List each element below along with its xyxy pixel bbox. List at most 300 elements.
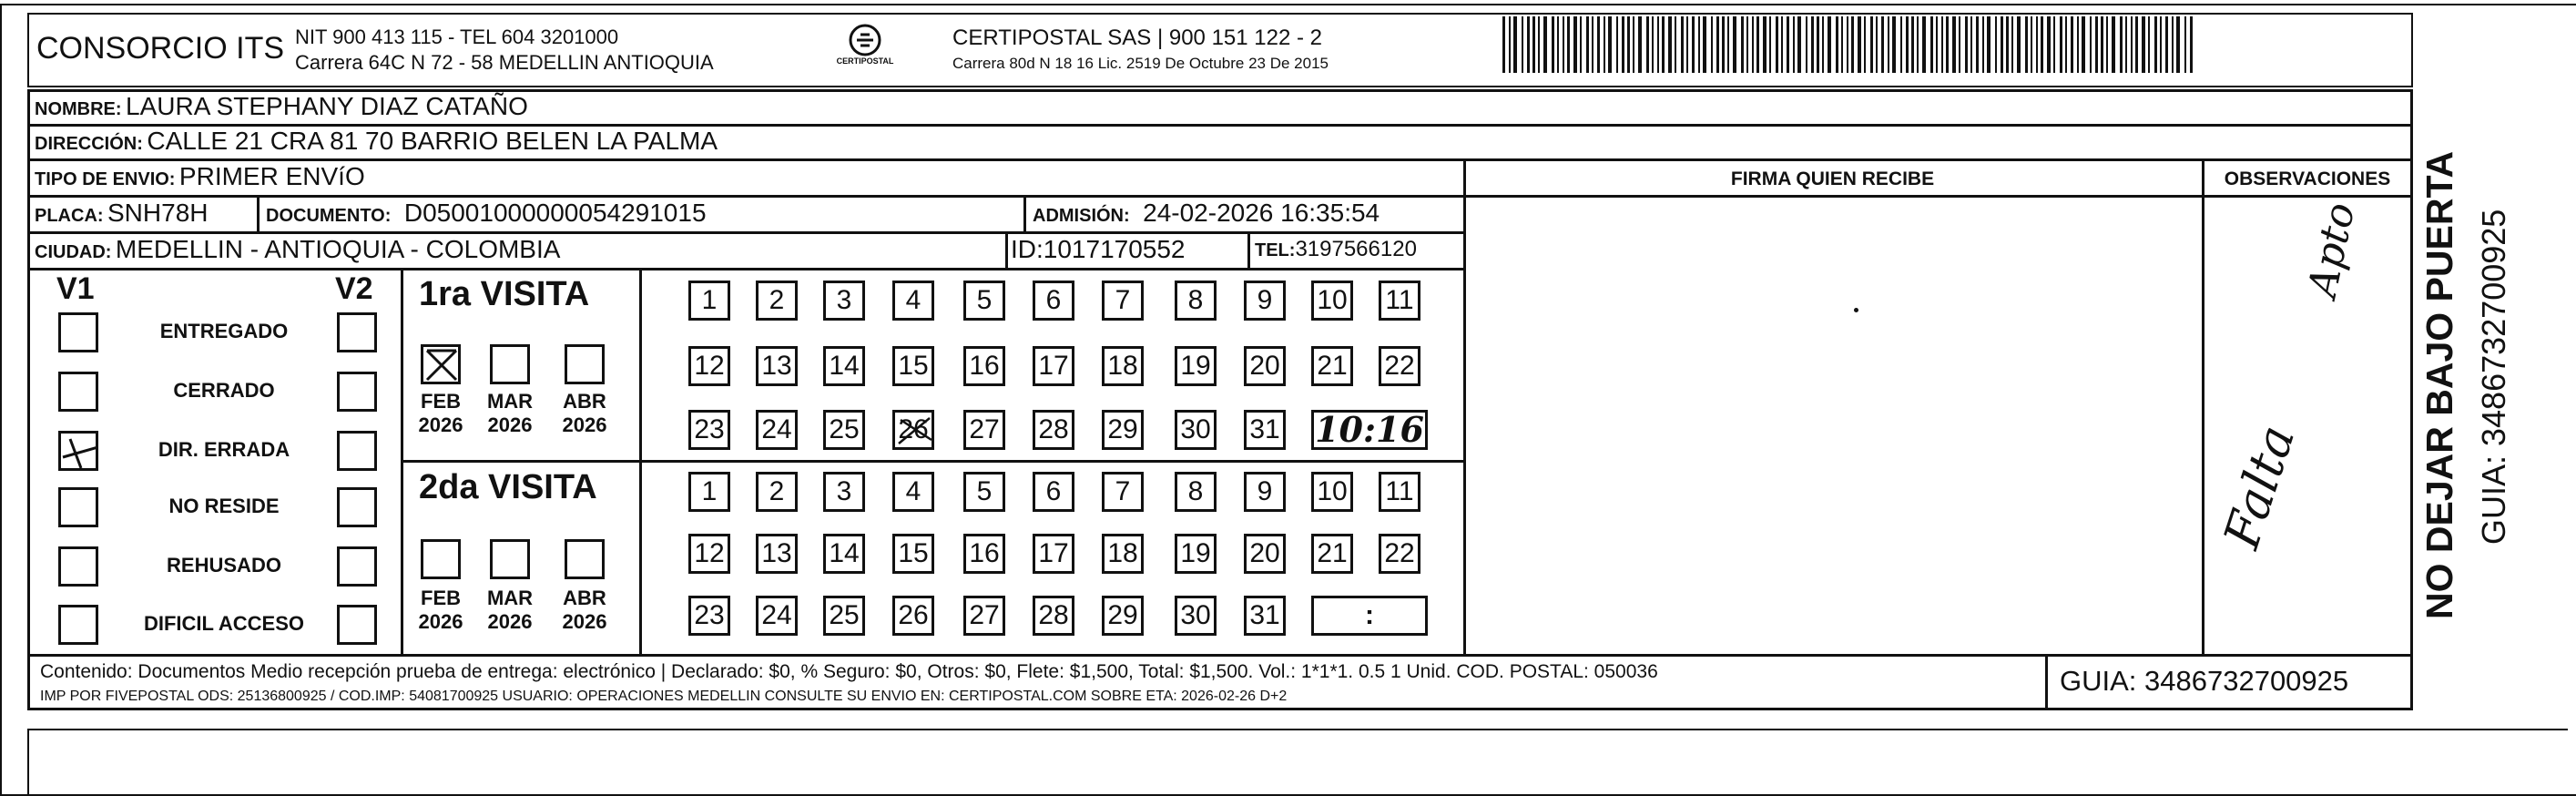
day-number: 8 [1187,285,1204,315]
day-number: 16 [969,538,1000,568]
barcode-bar [1668,16,1672,73]
barcode-bar [2031,16,2032,73]
company-nit: NIT 900 413 115 - TEL 604 3201000 [295,26,619,48]
day-box[interactable] [1102,346,1144,386]
day-box[interactable] [1244,410,1286,450]
day-number: 28 [1038,414,1069,444]
month-year: 2026 [418,610,463,633]
nombre-label: NOMBRE: [35,99,122,119]
v1-checkbox[interactable] [58,487,98,527]
barcode-bar [1692,16,1695,73]
status-label: DIFICIL ACCESO [143,612,304,635]
barcode-bar [2060,16,2062,73]
barcode-bar [1806,16,1807,73]
barcode-bar [2090,16,2092,73]
v1-checkbox[interactable] [58,431,98,471]
barcode-bar [1952,16,1956,73]
id-value: 1017170552 [1043,235,1186,263]
day-number: 13 [761,351,792,381]
tipo-row [35,158,365,199]
barcode-bar [1622,16,1624,73]
day-box[interactable] [1033,472,1074,512]
barcode-bar [1662,16,1665,73]
day-box[interactable] [1311,534,1353,574]
day-box[interactable] [823,596,865,636]
barcode-bar [1698,16,1700,73]
day-number: 20 [1249,538,1280,568]
day-number: 26 [898,600,929,630]
month-label [557,390,612,437]
month-label [483,587,537,634]
day-box[interactable] [1311,346,1353,386]
month-name: MAR [486,587,534,609]
barcode-bar [1900,16,1902,73]
day-number: 5 [976,285,993,315]
day-box[interactable] [1244,281,1286,321]
v1-checkbox[interactable] [58,312,98,352]
tipo-value: PRIMER ENVíO [178,162,365,190]
day-box[interactable] [756,534,798,574]
placa-value: SNH78H [107,199,209,227]
day-box[interactable] [1379,534,1420,574]
barcode-bar [1976,16,1979,73]
admision-value: 24-02-2026 16:35:54 [1143,199,1380,227]
day-number: 3 [836,476,852,506]
barcode-bar [1509,16,1511,73]
day-box[interactable] [1033,281,1074,321]
day-box[interactable] [1379,281,1420,321]
documento-row [266,195,707,236]
day-number: 30 [1180,600,1211,630]
month-name: ABR [563,390,606,413]
day-box[interactable] [1175,596,1217,636]
day-box[interactable] [1175,534,1217,574]
day-number: 11 [1385,285,1414,315]
month-label [413,587,468,634]
month-label [557,587,612,634]
barcode-bar [1936,16,1938,73]
barcode-bar [2125,16,2127,73]
barcode-bar [2154,16,2157,73]
day-number: 22 [1384,351,1415,381]
day-number: 22 [1384,538,1415,568]
day-number: 4 [905,285,921,315]
day-box[interactable] [892,346,934,386]
day-number: 19 [1180,538,1211,568]
day-number: 27 [969,600,1000,630]
certipostal-logo [833,20,897,84]
day-box[interactable] [1244,346,1286,386]
day-number: 23 [694,414,725,444]
day-number: 31 [1249,600,1280,630]
barcode-bar [1828,16,1831,73]
v2-checkbox[interactable] [337,605,377,645]
barcode-bar [1502,16,1505,73]
day-number: 8 [1187,476,1204,506]
barcode-bar [1752,16,1754,73]
footer-print-info: IMP POR FIVEPOSTAL ODS: 25136800925 / COD.IMP: 54081700925 USUARIO: OPERACIONES MEDELLIN CONSULTE SU ENVIO EN: CERTIPOSTAL.COM SOBRE ETA: 2026-02-26 D+2 [40,689,1288,704]
barcode-bar [2082,16,2085,73]
month-name: MAR [486,390,534,413]
month-name: FEB [421,390,461,413]
barcode-bar [1703,16,1706,73]
barcode-bar [1733,16,1736,73]
day-box[interactable] [688,410,730,450]
month-name: FEB [421,587,461,609]
day-box[interactable] [1033,534,1074,574]
day-box[interactable] [963,596,1005,636]
day-number: 14 [829,538,860,568]
check-mark-icon [61,434,97,470]
day-box[interactable] [892,534,934,574]
id-label: ID: [1011,235,1044,263]
barcode-bar [1841,16,1843,73]
month-name: ABR [563,587,606,609]
admision-label: ADMISIÓN: [1033,206,1130,226]
day-box[interactable] [892,596,934,636]
barcode-bar [1513,16,1517,73]
barcode-bar [1995,16,1997,73]
day-number: 6 [1045,285,1062,315]
day-box[interactable] [1311,472,1353,512]
direccion-row [35,124,718,163]
day-box[interactable] [756,472,798,512]
day-number: 25 [829,600,860,630]
month-checkbox[interactable] [421,539,461,579]
day-box[interactable] [756,410,798,450]
day-box[interactable] [1033,346,1074,386]
day-box[interactable] [756,596,798,636]
day-number: 4 [905,476,921,506]
first-visit-title: 1ra VISITA [419,275,590,313]
side-guia: GUIA: 3486732700925 [2475,209,2512,545]
day-number: 1 [701,476,718,506]
day-box[interactable] [1033,410,1074,450]
day-box[interactable] [1033,596,1074,636]
barcode-bar [2148,16,2150,73]
barcode-bar [2172,16,2174,73]
day-box[interactable] [1102,410,1144,450]
day-number: 12 [694,538,725,568]
day-box[interactable] [823,281,865,321]
barcode-bar [1573,16,1577,73]
day-number: 24 [761,600,792,630]
day-box[interactable] [823,472,865,512]
status-label: DIR. ERRADA [158,438,290,461]
v1-checkbox[interactable] [58,546,98,587]
month-year: 2026 [418,413,463,436]
day-number: 27 [969,414,1000,444]
tel-label: TEL: [1255,240,1296,260]
day-box[interactable] [688,596,730,636]
day-box[interactable] [892,281,934,321]
second-visit-title: 2da VISITA [419,468,597,506]
v2-checkbox[interactable] [337,546,377,587]
barcode-bar [1580,16,1582,73]
check-mark-icon [423,347,460,383]
day-number: 20 [1249,351,1280,381]
v2-checkbox[interactable] [337,431,377,471]
nombre-row [35,89,528,128]
id-row [1011,231,1186,272]
barcode-bar [1681,16,1684,73]
day-number: 17 [1038,351,1069,381]
v1-label: V1 [56,271,95,306]
day-box[interactable] [963,534,1005,574]
day-number: 9 [1257,285,1273,315]
bottom-strip [27,729,2568,794]
barcode-bar [1627,16,1630,73]
day-box[interactable] [892,410,934,450]
day-number: 18 [1107,538,1138,568]
barcode-bar [1652,16,1654,73]
day-box[interactable] [1102,281,1144,321]
day-box[interactable] [1244,472,1286,512]
barcode-bar [1781,16,1783,73]
col-line-placa [257,195,260,231]
barcode-bar [1959,16,1960,73]
company-name: CONSORCIO ITS [36,31,285,66]
day-box[interactable] [756,346,798,386]
day-number: 2 [769,476,785,506]
placa-row [35,195,208,236]
barcode-bar [1597,16,1600,73]
barcode-bar [2071,16,2073,73]
month-checkbox[interactable] [490,344,530,384]
day-box[interactable] [1175,410,1217,450]
footer-guia: GUIA: 3486732700925 [2060,665,2349,697]
day-number: 3 [836,285,852,315]
month-year: 2026 [562,413,607,436]
barcode-bar [1538,16,1540,73]
nombre-value: LAURA STEPHANY DIAZ CATAÑO [126,92,528,120]
day-number: 7 [1115,476,1131,506]
barcode-bar [1817,16,1819,73]
barcode-bar [1716,16,1719,73]
day-box[interactable] [1175,472,1217,512]
barcode-bar [1675,16,1676,73]
barcode [1502,16,2204,73]
v1-checkbox[interactable] [58,605,98,645]
barcode-bar [1930,16,1933,73]
col-line-admision [1023,195,1026,231]
day-box[interactable] [688,346,730,386]
certipostal-logo-icon [833,20,897,84]
company-address: Carrera 64C N 72 - 58 MEDELLIN ANTIOQUIA [295,51,714,74]
barcode-bar [1922,16,1926,73]
day-number: 29 [1107,414,1138,444]
day-number: 29 [1107,600,1138,630]
day-box[interactable] [688,281,730,321]
barcode-bar [1756,16,1759,73]
barcode-bar [1657,16,1659,73]
footer-content: Contenido: Documentos Medio recepción prueba de entrega: electrónico | Declarado: $0, % Seguro: $0, Otros: $0, Flete: $1,500, Total: $1,500. Vol.: 1*1*1. 0.5 1 Unid. COD. POSTAL: 050036 [40,661,1658,682]
day-box[interactable] [1175,346,1217,386]
barcode-bar [2135,16,2138,73]
top-rule [0,4,2576,5]
day-box[interactable] [963,410,1005,450]
barcode-bar [1563,16,1564,73]
visit-divider [401,460,1466,463]
barcode-bar [1881,16,1884,73]
barcode-bar [1557,16,1559,73]
day-box[interactable] [1175,281,1217,321]
barcode-bar [2165,16,2168,73]
barcode-bar [1769,16,1771,73]
barcode-bar [2077,16,2079,73]
obs-header-line [2202,195,2413,198]
barcode-bar [1911,16,1914,73]
no-dejar-warning: NO DEJAR BAJO PUERTA [2418,150,2460,619]
v2-checkbox[interactable] [337,312,377,352]
day-box[interactable] [963,472,1005,512]
barcode-bar [1776,16,1778,73]
observaciones-header: OBSERVACIONES [2224,168,2391,189]
day-number: 2 [769,285,785,315]
barcode-bar [2041,16,2043,73]
ciudad-label: CIUDAD: [35,242,112,262]
barcode-bar [2036,16,2038,73]
barcode-bar [1727,16,1729,73]
day-box[interactable] [823,346,865,386]
day-box[interactable] [1102,534,1144,574]
barcode-bar [2065,16,2067,73]
month-label [413,390,468,437]
barcode-bar [1552,16,1554,73]
day-number: 15 [898,538,929,568]
barcode-bar [1604,16,1605,73]
admision-row [1033,195,1380,236]
day-number: 21 [1317,351,1348,381]
barcode-bar [1633,16,1634,73]
day-box[interactable] [1102,472,1144,512]
day-box[interactable] [1311,281,1353,321]
day-number: 18 [1107,351,1138,381]
v1-checkbox[interactable] [58,372,98,412]
day-number: 15 [898,351,929,381]
left-rule [0,4,2,796]
direccion-label: DIRECCIÓN: [35,134,143,154]
barcode-bar [1851,16,1854,73]
status-label: NO RESIDE [168,495,280,517]
barcode-bar [2142,16,2145,73]
month-checkbox[interactable] [565,344,605,384]
month-checkbox[interactable] [565,539,605,579]
status-label: CERRADO [173,379,275,402]
day-number: 26 [898,414,929,444]
barcode-bar [1864,16,1866,73]
barcode-bar [1608,16,1612,73]
barcode-bar [1888,16,1889,73]
barcode-bar [1711,16,1713,73]
barcode-bar [1982,16,1984,73]
barcode-bar [1858,16,1861,73]
barcode-bar [2131,16,2133,73]
day-number: 19 [1180,351,1211,381]
v2-checkbox[interactable] [337,372,377,412]
barcode-bar [1722,16,1725,73]
firma-header: FIRMA QUIEN RECIBE [1730,168,1935,189]
barcode-bar [1876,16,1878,73]
barcode-bar [1847,16,1848,73]
day-number: 16 [969,351,1000,381]
barcode-bar [2184,16,2186,73]
barcode-bar [1811,16,1814,73]
barcode-bar [2047,16,2051,73]
documento-label: DOCUMENTO: [266,206,392,226]
month-checkbox[interactable] [490,539,530,579]
day-number: 23 [694,600,725,630]
day-number: 1 [701,285,718,315]
status-label: ENTREGADO [159,320,289,342]
first-visit-time[interactable]: 10:16 [1311,410,1428,450]
tipo-label: TIPO DE ENVIO: [35,169,176,189]
barcode-bar [1638,16,1642,73]
month-label [483,390,537,437]
day-box[interactable] [1102,596,1144,636]
month-checkbox[interactable] [421,344,461,384]
barcode-bar [2006,16,2009,73]
day-box[interactable] [1379,472,1420,512]
day-number: 30 [1180,414,1211,444]
barcode-bar [1586,16,1589,73]
barcode-bar [1946,16,1949,73]
day-box[interactable] [963,281,1005,321]
second-visit-time[interactable]: : [1311,596,1428,636]
courier-name: CERTIPOSTAL SAS | 900 151 122 - 2 [952,26,1322,50]
barcode-bar [1970,16,1972,73]
col-line-tel [1247,231,1250,268]
barcode-bar [1522,16,1523,73]
barcode-bar [1822,16,1824,73]
day-box[interactable] [823,534,865,574]
barcode-bar [1870,16,1873,73]
day-box[interactable] [823,410,865,450]
direccion-value: CALLE 21 CRA 81 70 BARRIO BELEN LA PALMA [147,127,718,155]
barcode-bar [2112,16,2115,73]
barcode-bar [1567,16,1570,73]
day-box[interactable] [963,346,1005,386]
barcode-bar [2017,16,2021,73]
v2-checkbox[interactable] [337,487,377,527]
day-number: 25 [829,414,860,444]
barcode-bar [1746,16,1748,73]
day-number: 10 [1317,476,1348,506]
month-year: 2026 [487,413,533,436]
day-box[interactable] [1244,596,1286,636]
barcode-bar [1763,16,1767,73]
barcode-bar [1532,16,1535,73]
day-box[interactable] [756,281,798,321]
barcode-bar [2176,16,2180,73]
day-box[interactable] [688,472,730,512]
day-box[interactable] [1379,346,1420,386]
barcode-bar [1917,16,1919,73]
tel-row [1255,231,1417,270]
day-box[interactable] [688,534,730,574]
day-box[interactable] [1244,534,1286,574]
barcode-bar [2011,16,2013,73]
barcode-bar [2101,16,2103,73]
col-line-obs [2202,158,2204,655]
placa-label: PLACA: [35,206,104,226]
courier-license: Carrera 80d N 18 16 Lic. 2519 De Octubre 23 De 2015 [952,55,1329,72]
barcode-bar [2160,16,2162,73]
barcode-bar [1787,16,1789,73]
day-number: 7 [1115,285,1131,315]
barcode-bar [2095,16,2098,73]
day-box[interactable] [892,472,934,512]
